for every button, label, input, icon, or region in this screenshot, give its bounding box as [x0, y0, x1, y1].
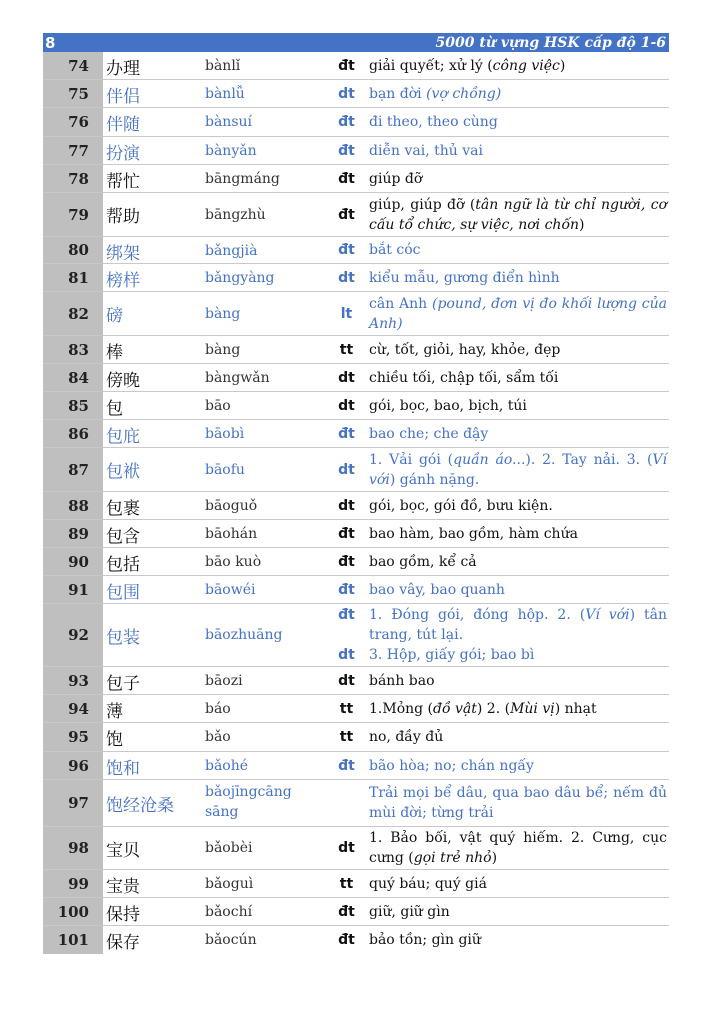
entry-part-of-speech — [328, 780, 365, 826]
entry-meaning: giữ, giữ gìn — [369, 903, 450, 920]
entry-number: 86 — [43, 420, 103, 447]
table-row — [43, 237, 669, 264]
entry-pinyin: bǎojīngcāng sāng — [205, 784, 292, 820]
entry-meaning: kiểu mẫu, gương điển hình — [369, 269, 560, 286]
entry-meaning: bao che; che đậy — [369, 425, 489, 442]
entry-meaning: giải quyết; xử lý (công việc) — [369, 57, 566, 74]
entry-number: 81 — [43, 264, 103, 291]
entry-part-of-speech: tt — [339, 729, 354, 745]
page-number: 8 — [45, 33, 56, 52]
table-row — [43, 723, 669, 752]
entry-pinyin: bànlǐ — [205, 58, 241, 74]
entry-pinyin: bǎoguì — [205, 876, 254, 892]
entry-hanzi: 包含 — [106, 527, 140, 547]
entry-hanzi: 包装 — [106, 627, 140, 648]
entry-part-of-speech: đt — [338, 242, 355, 258]
entry-part-of-speech: đt — [338, 525, 355, 542]
entry-pinyin: bǎo — [205, 729, 231, 745]
entry-meaning: gói, bọc, gói đồ, bưu kiện. — [369, 497, 553, 514]
table-row — [43, 52, 669, 80]
entry-number: 78 — [43, 165, 103, 192]
entry-hanzi: 包 — [106, 399, 123, 419]
entry-number: 91 — [43, 576, 103, 603]
entry-hanzi: 伴随 — [106, 115, 140, 135]
entry-pinyin: bàng — [205, 305, 241, 322]
entry-hanzi: 保存 — [106, 933, 140, 953]
entry-pinyin: bāngmáng — [205, 171, 280, 187]
entry-number: 99 — [43, 870, 103, 897]
entry-pinyin: bāofu — [205, 461, 245, 478]
entry-hanzi: 棒 — [106, 343, 123, 363]
entry-hanzi: 包围 — [106, 583, 140, 603]
entry-number: 89 — [43, 520, 103, 547]
entry-pinyin: bǎochí — [205, 904, 253, 920]
entry-meaning: bao gồm, kể cả — [369, 553, 477, 570]
entry-part-of-speech: dt — [338, 497, 355, 514]
entry-number: 98 — [43, 827, 103, 869]
entry-hanzi: 饱 — [106, 730, 123, 750]
entry-pinyin: bànyǎn — [205, 143, 257, 159]
entry-part-of-speech: đt — [338, 581, 355, 598]
table-row — [43, 520, 669, 548]
table-row — [43, 548, 669, 576]
entry-number: 74 — [43, 52, 103, 79]
entry-hanzi: 饱和 — [106, 759, 140, 779]
entry-number: 83 — [43, 336, 103, 363]
entry-number: 77 — [43, 137, 103, 164]
entry-meaning: 1. Đóng gói, đóng hộp. 2. (Ví với) tân trang, tút lại. 3. Hộp, giấy gói; bao bì — [369, 607, 667, 663]
entry-meaning: cân Anh (pound, đơn vị đo khối lượng của Anh) — [369, 295, 667, 332]
entry-number: 87 — [43, 448, 103, 491]
table-row — [43, 752, 669, 780]
table-row — [43, 137, 669, 165]
table-row — [43, 780, 669, 827]
entry-number: 84 — [43, 364, 103, 391]
entry-meaning: đi theo, theo cùng — [369, 114, 498, 130]
entry-part-of-speech: dt — [338, 85, 355, 102]
entry-hanzi: 包子 — [106, 674, 140, 694]
entry-meaning: no, đầy đủ — [369, 729, 444, 745]
entry-part-of-speech: dt — [338, 397, 355, 414]
entry-part-of-speech: đt — [338, 932, 355, 948]
entry-number: 94 — [43, 695, 103, 722]
entry-pinyin: bāngzhù — [205, 206, 266, 223]
entry-hanzi: 伴侣 — [106, 87, 140, 107]
entry-pinyin: bàng — [205, 342, 241, 358]
entry-meaning: chiều tối, chập tối, sẩm tối — [369, 369, 559, 386]
entry-number: 100 — [43, 898, 103, 925]
entry-meaning: bão hòa; no; chán ngấy — [369, 757, 534, 774]
entry-part-of-speech: dt — [338, 461, 355, 478]
entry-meaning: giúp đỡ — [369, 170, 423, 187]
entry-pinyin: bǎobèi — [205, 840, 253, 856]
entry-number: 90 — [43, 548, 103, 575]
entry-part-of-speech: dt — [338, 840, 355, 856]
entry-hanzi: 帮助 — [106, 207, 140, 227]
entry-hanzi: 帮忙 — [106, 172, 140, 192]
entry-meaning: 1.Mỏng (đồ vật) 2. (Mùi vị) nhạt — [369, 700, 597, 717]
entry-number: 92 — [43, 604, 103, 666]
entry-hanzi: 包括 — [106, 555, 140, 575]
entry-pinyin: bànsuí — [205, 114, 253, 130]
entry-number: 88 — [43, 492, 103, 519]
entry-number: 85 — [43, 392, 103, 419]
entry-number: 97 — [43, 780, 103, 826]
entry-hanzi: 办理 — [106, 59, 140, 79]
entry-part-of-speech: tt — [339, 875, 354, 892]
page-header — [43, 33, 669, 52]
entry-pinyin: bāozi — [205, 673, 243, 689]
entry-number: 82 — [43, 292, 103, 335]
entry-meaning: diễn vai, thủ vai — [369, 142, 483, 159]
entry-part-of-speech: đt — [338, 206, 355, 223]
table-row — [43, 292, 669, 336]
entry-pinyin: bǎngjià — [205, 243, 258, 259]
table-row — [43, 364, 669, 392]
entry-pinyin: bǎohé — [205, 758, 249, 774]
entry-part-of-speech: tt — [339, 700, 354, 717]
entry-meaning: gói, bọc, bao, bịch, túi — [369, 397, 527, 414]
entry-pinyin: bāohán — [205, 526, 258, 542]
entry-pinyin: bāo kuò — [205, 554, 262, 570]
entry-pinyin: báo — [205, 701, 231, 717]
entry-meaning: bao vây, bao quanh — [369, 581, 505, 598]
entry-part-of-speech: đt — [338, 553, 355, 570]
entry-hanzi: 榜样 — [106, 271, 140, 291]
entry-part-of-speech: đt — [338, 903, 355, 920]
table-row — [43, 667, 669, 695]
entry-meaning: bạn đời (vợ chồng) — [369, 85, 502, 102]
vocabulary-table — [43, 52, 669, 954]
entry-hanzi: 绑架 — [106, 244, 140, 264]
entry-meaning: bao hàm, bao gồm, hàm chứa — [369, 525, 578, 542]
entry-pinyin: bāo — [205, 398, 231, 414]
entry-part-of-speech: dt — [338, 269, 355, 286]
entry-hanzi: 傍晚 — [106, 371, 140, 391]
entry-part-of-speech: đt dt — [338, 607, 355, 663]
entry-part-of-speech: dt — [338, 672, 355, 689]
entry-part-of-speech: dt — [338, 369, 355, 386]
entry-number: 75 — [43, 80, 103, 107]
entry-pinyin: bāowéi — [205, 582, 256, 598]
entry-pinyin: bǎocún — [205, 932, 257, 948]
entry-part-of-speech: lt — [340, 305, 353, 322]
entry-hanzi: 薄 — [106, 702, 123, 722]
entry-meaning: Trải mọi bể dâu, qua bao dâu bể; nếm đủ mùi đời; từng trải — [369, 785, 667, 821]
entry-part-of-speech: đt — [338, 57, 355, 74]
table-row — [43, 420, 669, 448]
entry-meaning: bảo tồn; gìn giữ — [369, 932, 481, 948]
entry-number: 80 — [43, 237, 103, 263]
entry-part-of-speech: đt — [338, 170, 355, 187]
table-row — [43, 80, 669, 108]
entry-hanzi: 包袱 — [106, 462, 140, 482]
entry-pinyin: bànlǚ — [205, 86, 245, 102]
table-row — [43, 898, 669, 926]
entry-number: 79 — [43, 193, 103, 236]
entry-meaning: 1. Bảo bối, vật quý hiếm. 2. Cưng, cục cưng (gọi trẻ nhỏ) — [369, 830, 667, 866]
entry-part-of-speech: đt — [338, 142, 355, 159]
entry-part-of-speech: đt — [338, 757, 355, 774]
entry-meaning: bắt cóc — [369, 242, 421, 258]
entry-part-of-speech: đt — [338, 425, 355, 442]
table-row — [43, 576, 669, 604]
entry-hanzi: 包裹 — [106, 499, 140, 519]
table-row — [43, 870, 669, 898]
entry-meaning: bánh bao — [369, 672, 435, 689]
table-row — [43, 448, 669, 492]
entry-number: 93 — [43, 667, 103, 694]
entry-hanzi: 保持 — [106, 905, 140, 925]
entry-number: 76 — [43, 108, 103, 136]
entry-pinyin: bàngwǎn — [205, 370, 270, 386]
table-row — [43, 492, 669, 520]
entry-number: 96 — [43, 752, 103, 779]
table-row — [43, 604, 669, 667]
table-row — [43, 165, 669, 193]
entry-hanzi: 饱经沧桑 — [106, 795, 174, 816]
table-row — [43, 926, 669, 954]
book-title: 5000 từ vựng HSK cấp độ 1-6 — [435, 34, 666, 51]
entry-part-of-speech: tt — [339, 341, 354, 358]
entry-hanzi: 宝贵 — [106, 877, 140, 897]
entry-meaning: quý báu; quý giá — [369, 875, 487, 892]
table-row — [43, 264, 669, 292]
table-row — [43, 695, 669, 723]
entry-pinyin: bāoguǒ — [205, 498, 258, 514]
entry-number: 101 — [43, 926, 103, 954]
table-row — [43, 108, 669, 137]
entry-meaning: cừ, tốt, giỏi, hay, khỏe, đẹp — [369, 341, 561, 358]
entry-hanzi: 扮演 — [106, 144, 140, 164]
entry-hanzi: 宝贝 — [106, 840, 140, 861]
table-row — [43, 827, 669, 870]
entry-pinyin: bāobì — [205, 426, 245, 442]
entry-meaning: giúp, giúp đỡ (tân ngữ là từ chỉ người, cơ cấu tổ chức, sự việc, nơi chốn) — [369, 196, 667, 233]
entry-pinyin: bǎngyàng — [205, 270, 275, 286]
vocabulary-page — [43, 33, 669, 954]
entry-hanzi: 磅 — [106, 306, 123, 326]
entry-meaning: 1. Vải gói (quần áo...). 2. Tay nải. 3. (Ví với) gánh nặng. — [369, 451, 667, 488]
table-row — [43, 392, 669, 420]
entry-number: 95 — [43, 723, 103, 751]
entry-pinyin: bāozhuāng — [205, 627, 283, 643]
entry-hanzi: 包庇 — [106, 427, 140, 447]
entry-part-of-speech: đt — [338, 114, 355, 130]
table-row — [43, 336, 669, 364]
table-row — [43, 193, 669, 237]
